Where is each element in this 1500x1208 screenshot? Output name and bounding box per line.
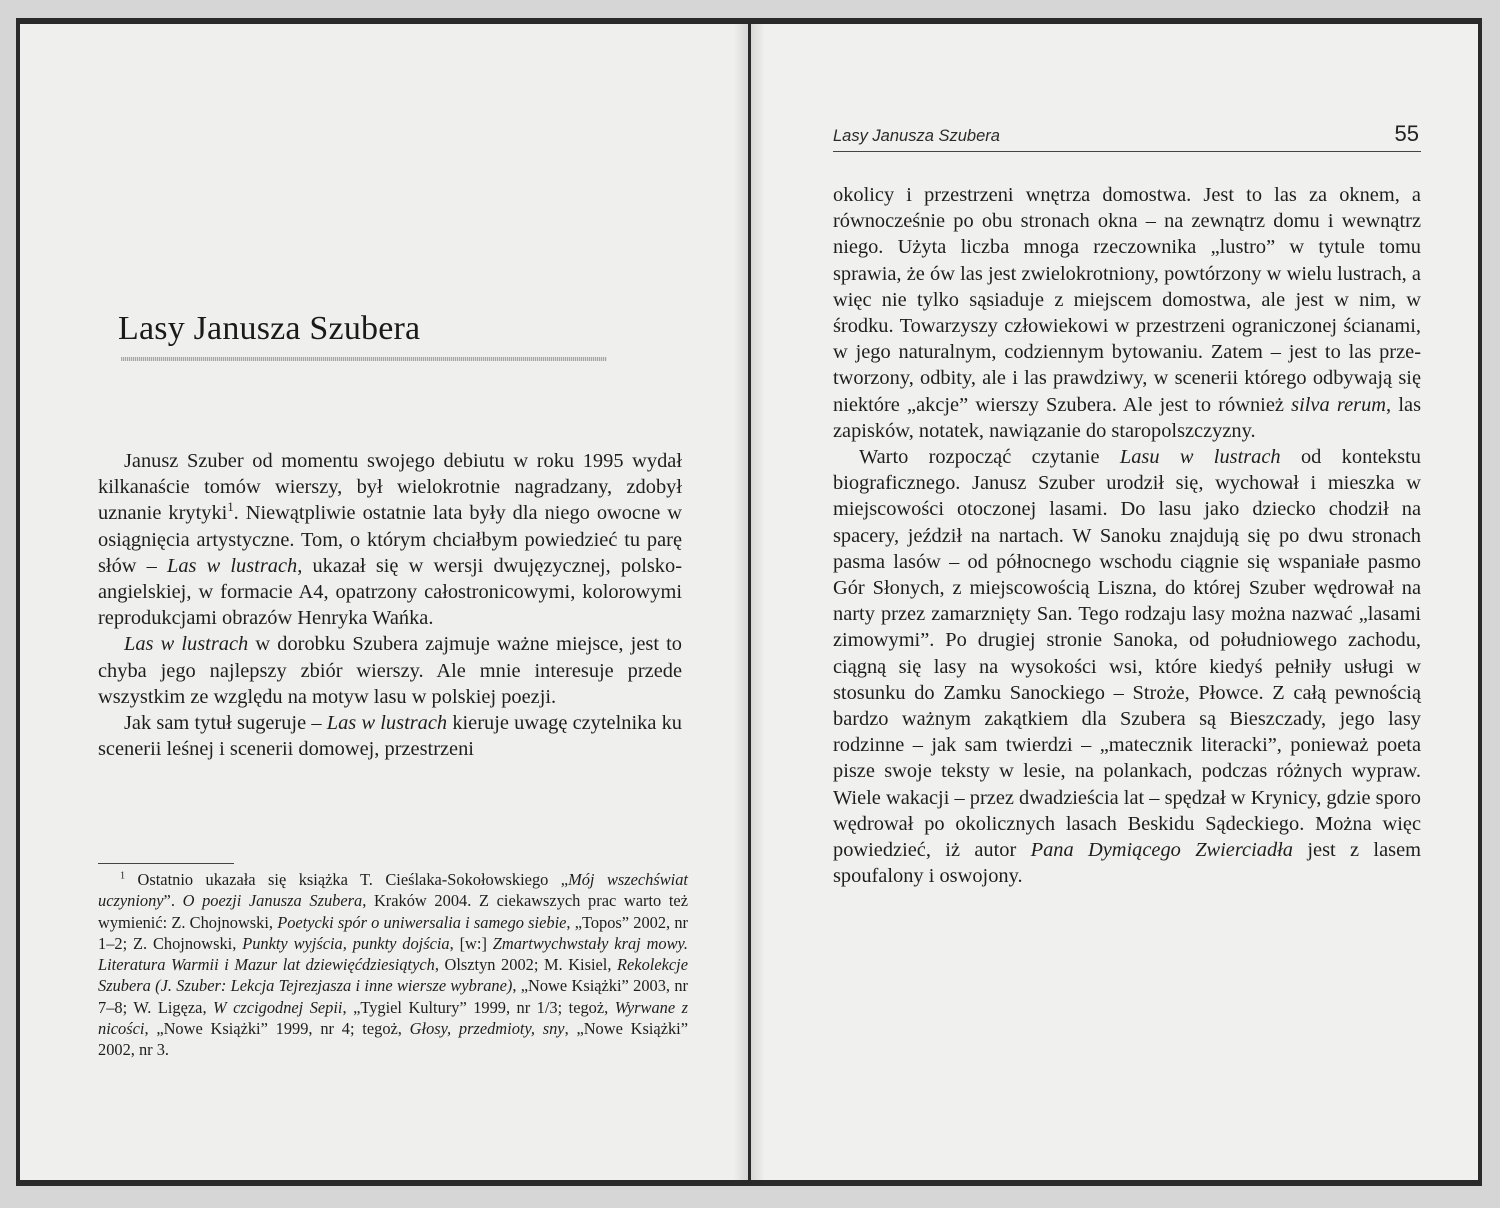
footnote-rule bbox=[98, 863, 234, 864]
italic-text: Wyrwane z nicości bbox=[98, 997, 688, 1039]
left-page bbox=[20, 24, 748, 1180]
gutter-shadow bbox=[734, 24, 748, 1180]
italic-text: Poetycki spór o uniwersalia i samego siebie bbox=[277, 912, 567, 932]
text-run: od kontekstu biograficznego. Janusz Szuber urodził się, wychował i mieszka w miejscowości otoczonej lasami. Do lasu jako dziecko chodził na spacery, jeździł na nartach. W Sanoku znajdują się po dwu stronach pasma lasów – od północnego wschodu ciągnie się wspaniałe pasmo Gór Słonych, z miejscowością Liszna, do której Szuber wędrował na narty przez zamarznięty San. Tego rodzaju lasy można nazwać „lasami zimowymi”. Po drugiej stronie Sanoka, od południowego zachodu, ciągną się lasy na wysokości wsi, które kiedyś pełniły usługi w stosunku do Zamku Sanockiego – Stroże, Płowce. Z całą pewnością bardzo ważnym zakątkiem dla Szubera są Bieszczady, jego lasy rodzinne – jak sam twierdzi – „matecznik literacki”, ponieważ poeta pisze swoje teksty w lesie, na polankach, podczas różnych wypraw. Wiele wakacji – przez dwadzieścia lat – spędzał w Krynicy, gdzie sporo wędrował po okolicznych lasach Beskidu Sądeckiego. Można więc powiedzieć, iż autor bbox=[833, 446, 1421, 862]
text-run: , ukazał się w wersji dwujęzycznej, polsko-angielskiej, w formacie A4, opatrzony całostronicowymi, kolorowymi reprodukcjami obrazów Henryka Wańka. bbox=[98, 554, 682, 630]
page-number: 55 bbox=[1394, 121, 1419, 146]
italic-text: W czcigodnej Sepii bbox=[213, 997, 343, 1017]
text-run: Jak sam tytuł sugeruje – bbox=[124, 712, 327, 735]
text-run: Janusz Szuber od momentu swojego debiutu w roku 1995 wydał kilkanaście tomów wierszy, był wielokrotnie nagradzany, zdobył uznanie krytyki bbox=[98, 450, 682, 525]
paragraph bbox=[833, 444, 1421, 889]
italic-text: Mój wszechświat uczyniony bbox=[98, 870, 688, 911]
running-head bbox=[833, 121, 1421, 152]
italic-text: Pana Dymiącego Zwierciadła bbox=[1030, 839, 1294, 862]
paragraph bbox=[98, 710, 682, 762]
italic-text: O poezji Janusza Szubera bbox=[182, 891, 363, 911]
text-run: , Olsztyn 2002; M. Kisiel, bbox=[434, 955, 618, 975]
text-run: , [w:] bbox=[449, 933, 493, 953]
text-run: , „Nowe Książki” 2003, nr 7–8; W. Ligęza, bbox=[98, 976, 688, 1017]
italic-text: silva rerum bbox=[1291, 393, 1387, 416]
text-run: kieruje uwagę czytelnika ku scenerii leśnej i scenerii domowej, przestrzeni bbox=[98, 712, 682, 761]
italic-text: Rekolekcje Szubera (J. Szuber: Lekcja Tejrezjasza i inne wiersze wybrane) bbox=[98, 955, 688, 996]
text-run: okolicy i przestrzeni wnętrza domostwa. Jest to las za oknem, a równocześnie po obu stronach okna – na zewnątrz domu i wewnątrz niego. Użyta liczba mnoga rzeczownika „lustro” w tytule tomu sprawia, że ów las jest zwielokrotniony, powtórzony w wielu lustrach, a więc nie tylko sąsiaduje z miejscem domostwa, ale jest w nim, w środku. Towarzyszy człowiekowi w przestrzeni ograniczonej ścianami, w jego naturalnym, codziennym bytowaniu. Zatem – jest to las przetworzony, odbity, ale i las prawdziwy, w scenerii którego odbywają się niektóre „akcje” wierszy Szubera. Ale jest to również bbox=[833, 184, 1421, 416]
italic-text: Zmartwychwstały kraj mowy. Literatura Warmii i Mazur lat dziewięćdziesiątych bbox=[98, 933, 689, 975]
text-run: , „Nowe Książki” 2002, nr 3. bbox=[98, 1019, 688, 1060]
italic-text: Lasu w lustrach bbox=[1119, 446, 1281, 469]
chapter-title: Lasy Janusza Szubera bbox=[118, 310, 421, 347]
text-run: w dorobku Szubera zajmuje ważne miejsce, jest to chyba jego najlepszy zbiór wierszy. Ale mnie interesuje przede wszystkim ze względu na motyw lasu w polskiej poezji. bbox=[98, 633, 682, 708]
paragraph bbox=[833, 182, 1421, 444]
italic-text: Las w lustrach bbox=[124, 633, 249, 656]
title-rule bbox=[121, 357, 607, 361]
text-run: , las zapisków, notatek, nawiązanie do staropolszczyzny. bbox=[833, 393, 1422, 442]
text-run: Warto rozpocząć czytanie bbox=[859, 446, 1120, 469]
italic-text: Las w lustrach bbox=[167, 554, 298, 577]
footnote-marker: 1 bbox=[227, 500, 234, 515]
gutter-shadow bbox=[751, 24, 765, 1180]
paragraph bbox=[98, 631, 682, 710]
text-run: , „Nowe Książki” 1999, nr 4; tegoż, bbox=[144, 1019, 410, 1039]
text-run: , „Tygiel Kultury” 1999, nr 1/3; tegoż, bbox=[342, 997, 615, 1017]
right-body-text bbox=[833, 182, 1421, 889]
footnote-marker: 1 bbox=[120, 870, 126, 882]
text-run: ”. bbox=[163, 891, 183, 911]
text-run: , Kraków 2004. Z ciekawszych prac warto też wymienić: Z. Chojnowski, bbox=[98, 891, 688, 932]
book-spread bbox=[16, 18, 1482, 1186]
italic-text: Głosy, przedmioty, sny bbox=[409, 1019, 565, 1039]
text-run: , „Topos” 2002, nr 1–2; Z. Chojnowski, bbox=[98, 912, 688, 953]
italic-text: Punkty wyjścia, punkty dojścia bbox=[242, 933, 450, 953]
text-run: jest z lasem spoufalony i oswojony. bbox=[833, 839, 1421, 888]
running-head-title: Lasy Janusza Szubera bbox=[833, 127, 1000, 145]
left-body-text bbox=[98, 448, 682, 762]
text-run: Ostatnio ukazała się książka T. Cieślaka-Sokołowskiego „ bbox=[125, 870, 569, 889]
italic-text: Las w lustrach bbox=[326, 712, 448, 735]
footnote bbox=[98, 869, 688, 1061]
paragraph bbox=[98, 448, 682, 631]
right-page bbox=[751, 24, 1478, 1180]
text-run: . Niewątpliwie ostatnie lata były dla niego owocne w osiągnięcia artystyczne. Tom, o którym chciałbym powiedzieć tu parę słów – bbox=[98, 502, 683, 577]
